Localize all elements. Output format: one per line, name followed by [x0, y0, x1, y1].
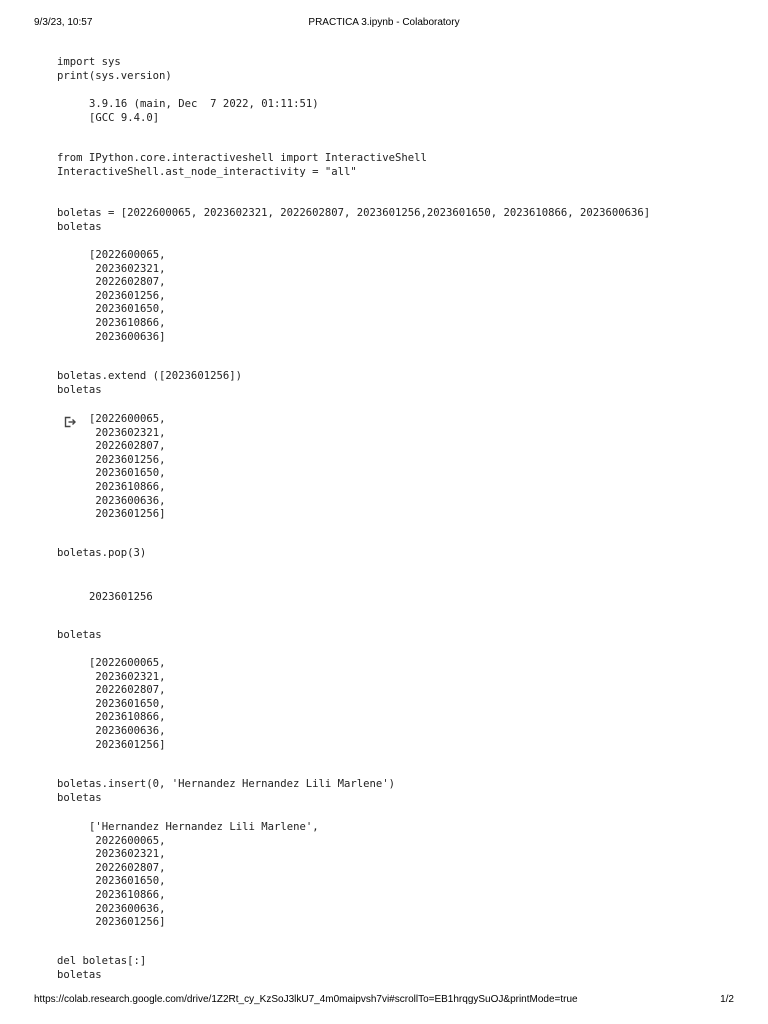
code-cell-boletas-show[interactable]: boletas: [57, 629, 102, 641]
page-header: [0, 17, 768, 31]
code-cell-boletas-insert[interactable]: boletas.insert(0, 'Hernandez Hernandez Lili Marlene') boletas: [57, 778, 396, 804]
output-boletas-list: [2022600065, 2023602321, 2022602807, 2023601256, 2023601650, 2023610866, 2023600636]: [89, 249, 166, 343]
code-cell-del-boletas[interactable]: del boletas[:] boletas: [57, 955, 147, 981]
output-boletas-extended: [2022600065, 2023602321, 2022602807, 2023601256, 2023601650, 2023610866, 2023600636, 2023601256]: [89, 413, 166, 521]
print-datetime: 9/3/23, 10:57: [34, 17, 93, 28]
page-url: https://colab.research.google.com/drive/1Z2Rt_cy_KzSoJ3lkU7_4m0maipvsh7vi#scrollTo=EB1hrqgySuOJ&printMode=true: [34, 994, 578, 1005]
output-redirect-icon[interactable]: [63, 415, 77, 429]
output-boletas-after-insert: ['Hernandez Hernandez Lili Marlene', 2022600065, 2023602321, 2022602807, 2023601650, 2023610866, 2023600636, 2023601256]: [89, 821, 319, 929]
code-cell-boletas-pop[interactable]: boletas.pop(3): [57, 547, 147, 559]
output-python-version: 3.9.16 (main, Dec 7 2022, 01:11:51) [GCC 9.4.0]: [89, 98, 319, 124]
output-pop-value: 2023601256: [89, 591, 153, 603]
code-cell-boletas-extend[interactable]: boletas.extend ([2023601256]) boletas: [57, 370, 242, 396]
page-footer: [0, 994, 768, 1008]
code-cell-interactiveshell[interactable]: from IPython.core.interactiveshell import InteractiveShell InteractiveShell.ast_node_interactivity = "all": [57, 152, 427, 178]
code-cell-import-sys[interactable]: import sys print(sys.version): [57, 56, 172, 82]
page-number: 1/2: [720, 994, 734, 1005]
document-title: PRACTICA 3.ipynb - Colaboratory: [308, 17, 460, 28]
output-boletas-after-pop: [2022600065, 2023602321, 2022602807, 2023601650, 2023610866, 2023600636, 2023601256]: [89, 657, 166, 751]
code-cell-boletas-list[interactable]: boletas = [2022600065, 2023602321, 2022602807, 2023601256,2023601650, 2023610866, 2023600636] boletas: [57, 207, 651, 233]
